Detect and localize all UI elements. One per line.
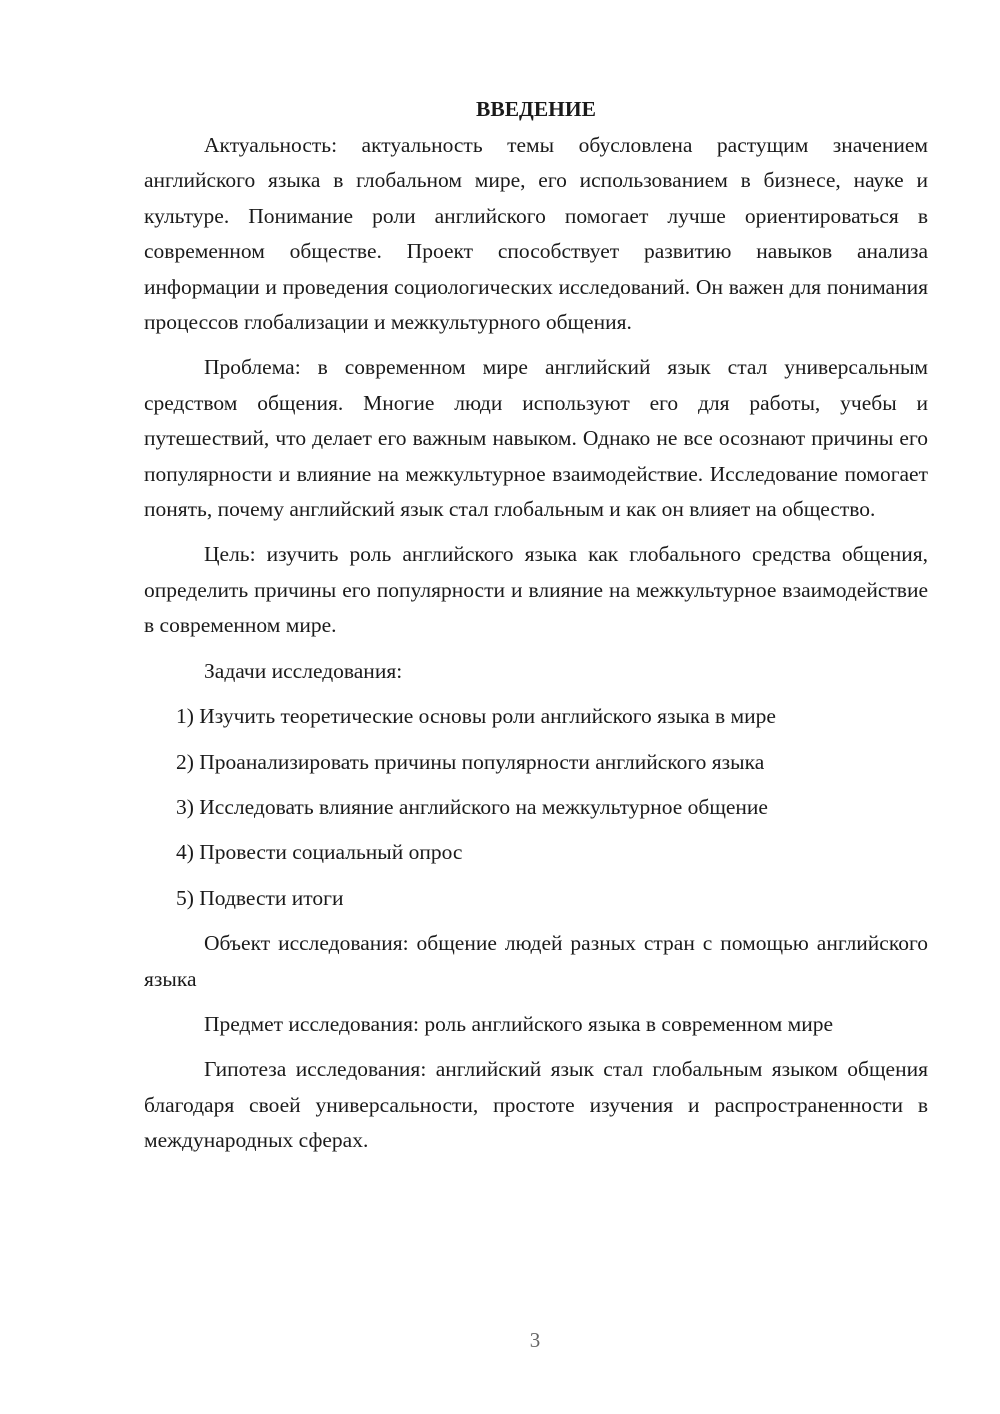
list-item: 2) Проанализировать причины популярности английского языка <box>176 749 765 774</box>
hypothesis-paragraph: Гипотеза исследования: английский язык стал глобальным языком общения благодаря своей универсальности, простоте изучения и распространенности в международных сферах. <box>144 1057 928 1153</box>
relevance-paragraph: Актуальность: актуальность темы обусловлена растущим значением английского языка в глобальном мире, его использованием в бизнесе, науке и культуре. Понимание роли английского помогает лучше ориентироваться в современном обществе. Проект способствует развитию навыков анализа информации и проведения социологических исследований. Он важен для понимания процессов глобализации и межкультурного общения. <box>144 133 928 335</box>
list-item: 3) Исследовать влияние английского на межкультурное общение <box>176 794 768 819</box>
list-item: 1) Изучить теоретические основы роли английского языка в мире <box>176 704 776 729</box>
list-item: 5) Подвести итоги <box>176 885 344 910</box>
section-title: ВВЕДЕНИЕ <box>476 97 596 121</box>
object-paragraph: Объект исследования: общение людей разных стран с помощью английского языка <box>144 931 928 991</box>
tasks-list <box>144 699 928 916</box>
subject-paragraph: Предмет исследования: роль английского языка в современном мире <box>204 1011 834 1036</box>
document-page <box>144 92 928 1169</box>
list-item: 4) Провести социальный опрос <box>176 840 463 865</box>
problem-paragraph: Проблема: в современном мире английский язык стал универсальным средством общения. Многие люди используют его для работы, учебы и путешествий, что делает его важным навыком. Однако не все осознают причины его популярности и влияние на межкультурное взаимодействие. Исследование помогает понять, почему английский язык стал глобальным и как он влияет на общество. <box>144 355 928 522</box>
tasks-heading: Задачи исследования: <box>204 658 403 683</box>
goal-paragraph: Цель: изучить роль английского языка как глобального средства общения, определить причины его популярности и влияние на межкультурное взаимодействие в современном мире. <box>144 542 928 638</box>
page-number: 3 <box>529 1328 541 1352</box>
